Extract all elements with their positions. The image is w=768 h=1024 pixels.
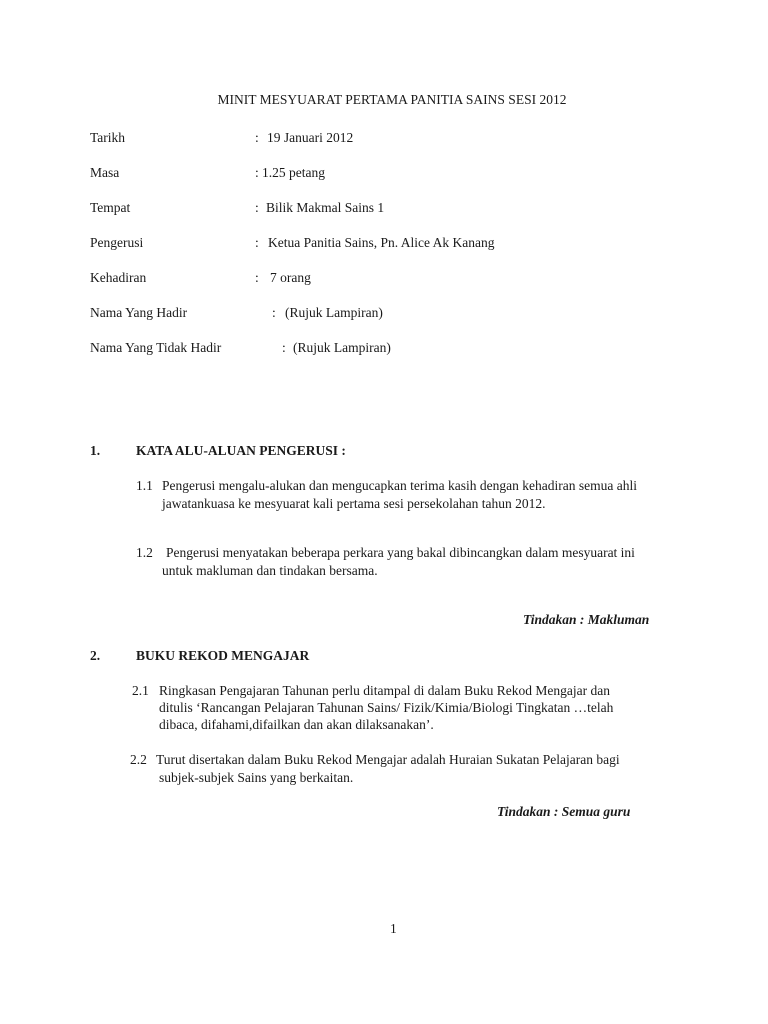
detail-value: 7 orang bbox=[270, 270, 311, 285]
item-text-line: Pengerusi menyatakan beberapa perkara yang bakal dibincangkan dalam mesyuarat ini bbox=[166, 545, 635, 560]
item-text-line: dibaca, difahami,difailkan dan akan dilaksanakan’. bbox=[159, 717, 434, 732]
action-note: Tindakan : Makluman bbox=[523, 612, 650, 627]
detail-separator: : bbox=[272, 305, 276, 320]
detail-label: Nama Yang Hadir bbox=[90, 305, 188, 320]
item-number: 1.2 bbox=[136, 545, 153, 560]
detail-separator: : bbox=[255, 235, 259, 250]
detail-label: Masa bbox=[90, 165, 120, 180]
detail-value: 1.25 petang bbox=[262, 165, 325, 180]
detail-label: Tempat bbox=[90, 200, 131, 215]
detail-label: Kehadiran bbox=[90, 270, 147, 285]
item-text-line: Turut disertakan dalam Buku Rekod Mengajar adalah Huraian Sukatan Pelajaran bagi bbox=[156, 752, 620, 767]
section-heading: BUKU REKOD MENGAJAR bbox=[136, 648, 310, 663]
detail-value: Ketua Panitia Sains, Pn. Alice Ak Kanang bbox=[268, 235, 495, 250]
item-text-line: untuk makluman dan tindakan bersama. bbox=[162, 563, 378, 578]
detail-separator: : bbox=[255, 165, 259, 180]
item-text-line: subjek-subjek Sains yang berkaitan. bbox=[159, 770, 354, 785]
detail-label: Pengerusi bbox=[90, 235, 144, 250]
item-number: 2.2 bbox=[130, 752, 147, 767]
detail-separator: : bbox=[255, 130, 259, 145]
item-number: 2.1 bbox=[132, 683, 149, 698]
section-heading: KATA ALU-ALUAN PENGERUSI : bbox=[136, 443, 346, 458]
detail-label: Tarikh bbox=[90, 130, 126, 145]
detail-separator: : bbox=[255, 270, 259, 285]
section-number: 2. bbox=[90, 648, 101, 663]
detail-separator: : bbox=[255, 200, 259, 215]
detail-value: 19 Januari 2012 bbox=[267, 130, 354, 145]
detail-value: (Rujuk Lampiran) bbox=[285, 305, 383, 320]
item-text-line: Pengerusi mengalu-alukan dan mengucapkan terima kasih dengan kehadiran semua ahli bbox=[162, 478, 637, 493]
detail-value: (Rujuk Lampiran) bbox=[293, 340, 391, 355]
action-note: Tindakan : Semua guru bbox=[497, 804, 631, 819]
item-number: 1.1 bbox=[136, 478, 153, 493]
section-number: 1. bbox=[90, 443, 101, 458]
page-number: 1 bbox=[390, 921, 397, 936]
detail-separator: : bbox=[282, 340, 286, 355]
detail-value: Bilik Makmal Sains 1 bbox=[266, 200, 385, 215]
document-title: MINIT MESYUARAT PERTAMA PANITIA SAINS SESI 2012 bbox=[217, 92, 567, 107]
item-text-line: jawatankuasa ke mesyuarat kali pertama sesi persekolahan tahun 2012. bbox=[162, 496, 546, 511]
item-text-line: Ringkasan Pengajaran Tahunan perlu ditampal di dalam Buku Rekod Mengajar dan bbox=[159, 683, 610, 698]
detail-label: Nama Yang Tidak Hadir bbox=[90, 340, 222, 355]
item-text-line: ditulis ‘Rancangan Pelajaran Tahunan Sains/ Fizik/Kimia/Biologi Tingkatan …telah bbox=[159, 700, 614, 715]
